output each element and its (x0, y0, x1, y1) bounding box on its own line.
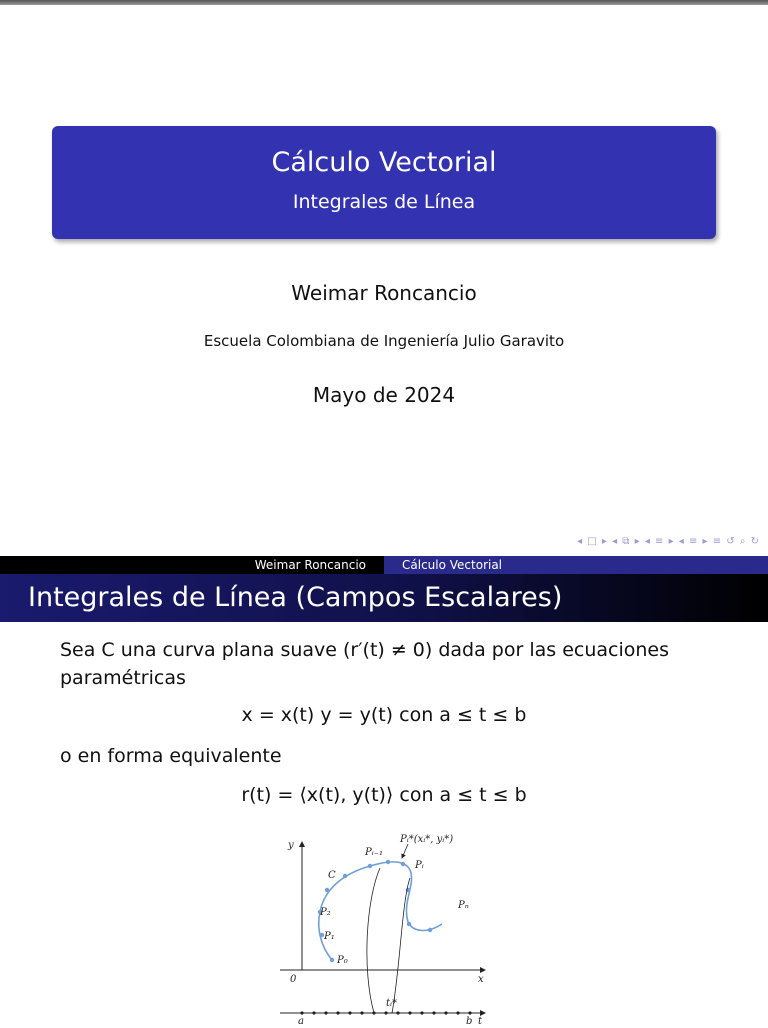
presentation-subtitle: Integrales de Línea (292, 191, 476, 213)
paragraph-line-1: Sea C una curva plana suave (r′(t) ≠ 0) dada por las ecuaciones (60, 639, 669, 661)
t-axis-partition (300, 1011, 471, 1014)
curve-c (319, 862, 442, 960)
paragraph-line-2: paramétricas (60, 667, 186, 689)
curve-diagram (270, 830, 500, 1024)
frame-title: Integrales de Línea (Campos Escalares) (0, 574, 768, 622)
mapping-arc-left (367, 868, 380, 1013)
label-y: y (288, 840, 294, 851)
label-p0: P₀ (337, 955, 348, 966)
label-a: a (298, 1016, 304, 1024)
presentation-date: Mayo de 2024 (312, 383, 456, 407)
label-b: b (466, 1016, 473, 1024)
headline-author: Weimar Roncancio (0, 556, 384, 574)
label-origin: 0 (290, 974, 297, 985)
paragraph-equivalent: o en forma equivalente (60, 745, 282, 767)
title-box (52, 126, 716, 239)
label-pim1: Pᵢ₋₁ (365, 847, 384, 858)
equation-vector: r(t) = ⟨x(t), y(t)⟩ con a ≤ t ≤ b (241, 784, 527, 806)
beamer-navigation-icons[interactable]: ◂ □ ▸ ◂ ⧉ ▸ ◂ ≡ ▸ ◂ ≡ ▸ ≡ ↺ ⌕ ↻ (577, 536, 760, 547)
label-c: C (328, 870, 336, 881)
equation-parametric: x = x(t) y = y(t) con a ≤ t ≤ b (241, 704, 527, 726)
label-tistar: tᵢ* (386, 998, 398, 1009)
label-t: t (478, 1016, 483, 1024)
title-slide (0, 5, 768, 554)
curve-figure (270, 830, 500, 1024)
label-x: x (478, 974, 484, 985)
label-p1: P₁ (324, 931, 335, 942)
pistar-arrow (402, 844, 408, 858)
label-pi: Pᵢ (415, 860, 424, 871)
presentation-title: Cálculo Vectorial (271, 147, 497, 178)
slide-headline (0, 556, 768, 574)
author-name: Weimar Roncancio (291, 281, 477, 305)
label-p2: P₂ (320, 907, 331, 918)
institution-name: Escuela Colombiana de Ingeniería Julio Garavito (203, 332, 565, 350)
label-pn: Pₙ (458, 900, 469, 911)
headline-title: Cálculo Vectorial (384, 556, 768, 574)
label-pistar: Pᵢ*(xᵢ*, yᵢ*) (400, 834, 454, 845)
